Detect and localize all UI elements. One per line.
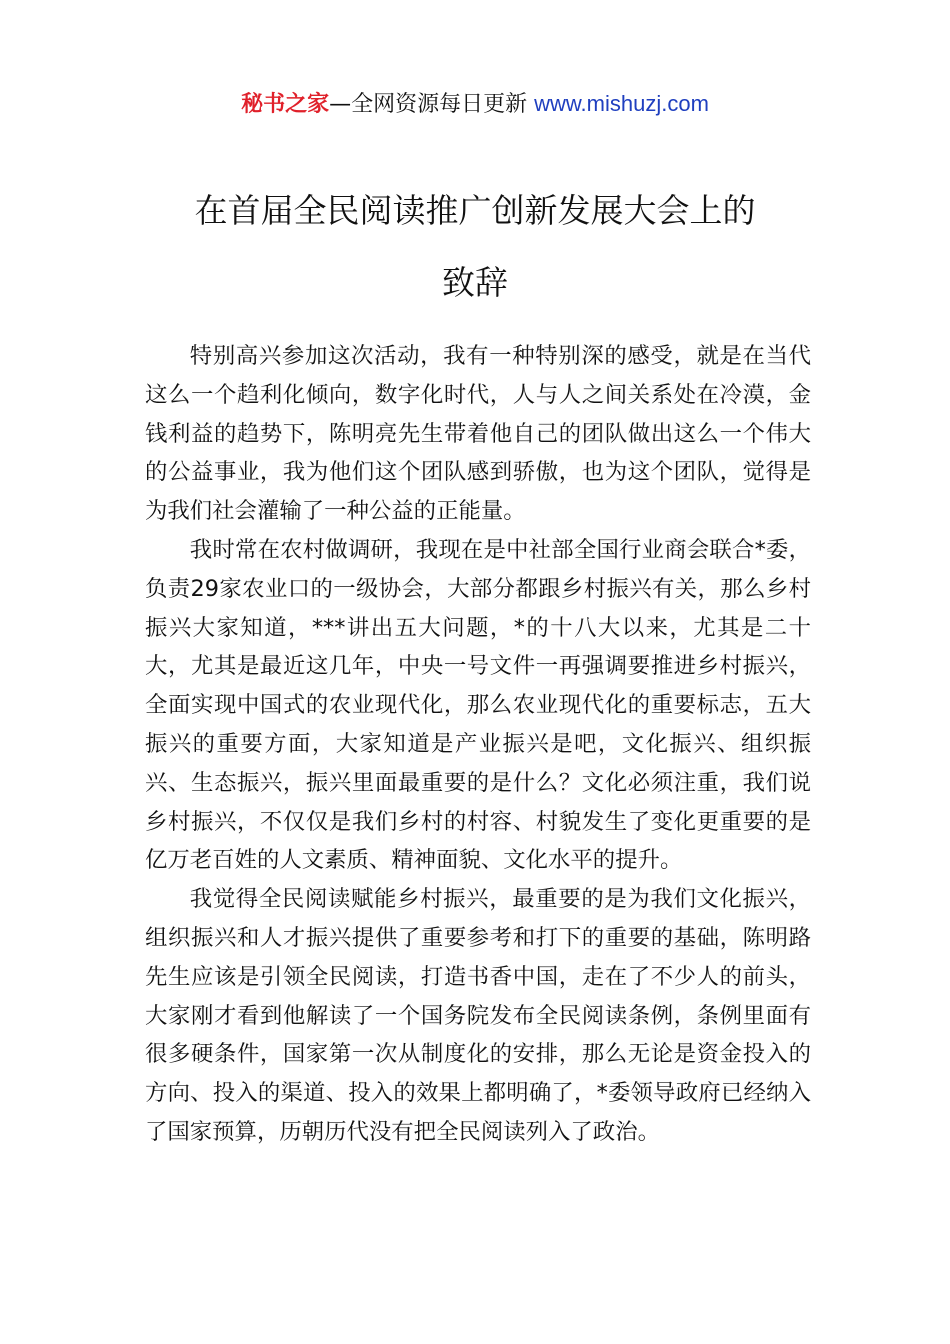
header-tagline: —全网资源每日更新 xyxy=(329,92,535,117)
document-body xyxy=(145,337,811,1152)
document-title-line-1: 在首届全民阅读推广创新发展大会上的 xyxy=(194,191,756,230)
paragraph-1: 特别高兴参加这次活动，我有一种特别深的感受，就是在当代这么一个趋利化倾向，数字化时代，人与人之间关系处在冷漠，金钱利益的趋势下，陈明亮先生带着他自己的团队做出这么一个伟大的公益事业，我为他们这个团队感到骄傲，也为这个团队，觉得是为我们社会灌输了一种公益的正能量。 xyxy=(145,343,811,525)
site-header xyxy=(0,86,950,123)
site-url-link[interactable]: www.mishuzj.com xyxy=(534,91,709,116)
document-title-line-2: 致辞 xyxy=(442,263,508,302)
brand-name: 秘书之家 xyxy=(241,92,330,117)
paragraph-2: 我时常在农村做调研，我现在是中社部全国行业商会联合*委，负责29家农业口的一级协会，大部分都跟乡村振兴有关，那么乡村振兴大家知道，***讲出五大问题，*的十八大以来，尤其是二十大，尤其是最近这几年，中央一号文件一再强调要推进乡村振兴，全面实现中国式的农业现代化，那么农业现代化的重要标志，五大振兴的重要方面，大家知道是产业振兴是吧，文化振兴、组织振兴、生态振兴，振兴里面最重要的是什么？文化必须注重，我们说乡村振兴，不仅仅是我们乡村的村容、村貌发生了变化更重要的是亿万老百姓的人文素质、精神面貌、文化水平的提升。 xyxy=(145,536,811,874)
paragraph-3: 我觉得全民阅读赋能乡村振兴，最重要的是为我们文化振兴，组织振兴和人才振兴提供了重要参考和打下的重要的基础，陈明路先生应该是引领全民阅读，打造书香中国，走在了不少人的前头，大家刚才看到他解读了一个国务院发布全民阅读条例，条例里面有很多硬条件，国家第一次从制度化的安排，那么无论是资金投入的方向、投入的渠道、投入的效果上都明确了，*委领导政府已经纳入了国家预算，历朝历代没有把全民阅读列入了政治。 xyxy=(145,886,811,1145)
